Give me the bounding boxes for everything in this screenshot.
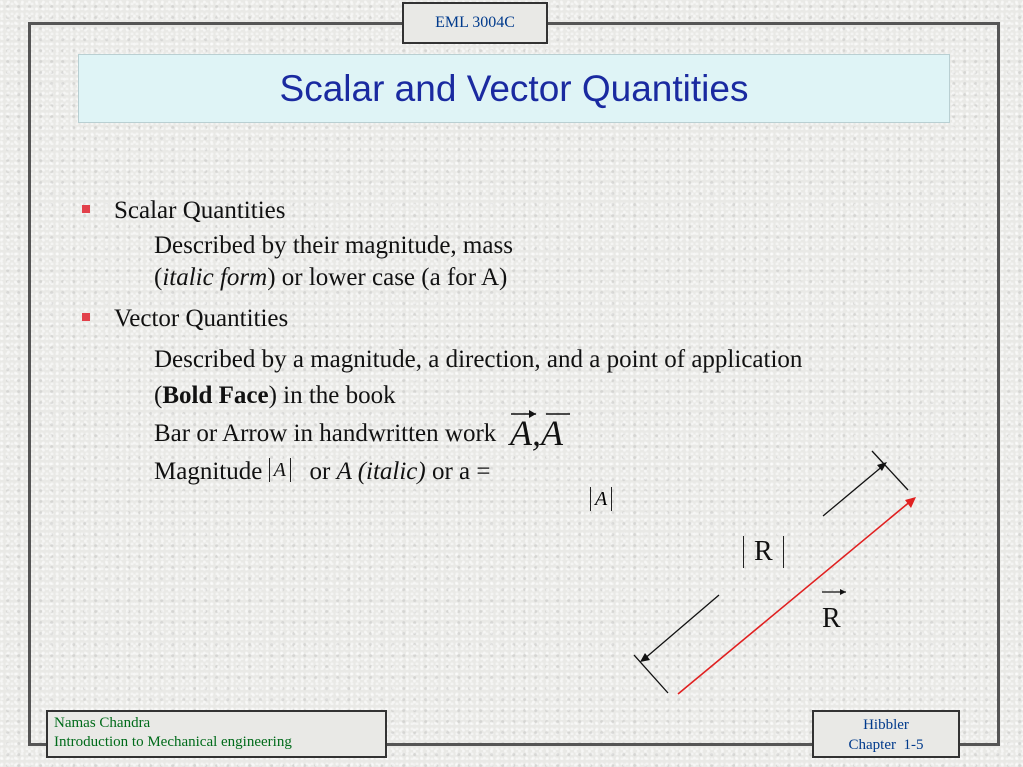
bold-term: Bold Face: [162, 382, 269, 409]
footer-book: Hibbler: [863, 717, 909, 733]
sub-text: or: [309, 458, 331, 485]
sub-text: ) in the book: [268, 382, 396, 409]
bullet-label: Scalar Quantities: [114, 197, 286, 224]
sub-text: Described by a magnitude, a direction, and a point of application: [154, 346, 803, 373]
red-arrowhead-icon: [905, 497, 916, 508]
sub-text: ) or lower case (a for A): [267, 264, 508, 291]
sub-text: Described by their magnitude, mass: [154, 232, 513, 259]
footer-author: Namas Chandra: [54, 715, 151, 731]
arrowhead-icon: [640, 653, 650, 662]
footer-course-title: Introduction to Mechanical engineering: [54, 734, 292, 750]
footer-chapter: Chapter 1-5: [848, 737, 924, 753]
magnitude-symbol: A: [269, 458, 291, 482]
r-vector: R: [822, 603, 841, 634]
arrowhead-icon: [840, 589, 846, 595]
paren-open: (: [154, 264, 163, 291]
red-vector-line: [678, 500, 912, 694]
italic-term: italic form: [162, 264, 268, 291]
paren-open: (: [154, 382, 163, 409]
sub-text: Magnitude: [154, 458, 263, 485]
footer-book-box: [812, 710, 960, 758]
footer-author-box: [46, 710, 387, 758]
extension-line-lower: [634, 655, 668, 693]
sub-text: Bar or Arrow in handwritten work: [154, 420, 497, 447]
dimension-line-lower: [643, 595, 719, 660]
dimension-line-upper: [823, 465, 884, 516]
italic-term: A (italic): [336, 458, 426, 485]
bullet-label: Vector Quantities: [114, 305, 289, 332]
vector-notation-a: A,A: [510, 413, 563, 453]
sub-text: or a =: [431, 458, 491, 485]
r-magnitude: R: [743, 536, 784, 568]
course-code: EML 3004C: [435, 14, 515, 31]
magnitude-symbol-equals: A: [590, 487, 612, 511]
slide-title: Scalar and Vector Quantities: [279, 67, 749, 109]
